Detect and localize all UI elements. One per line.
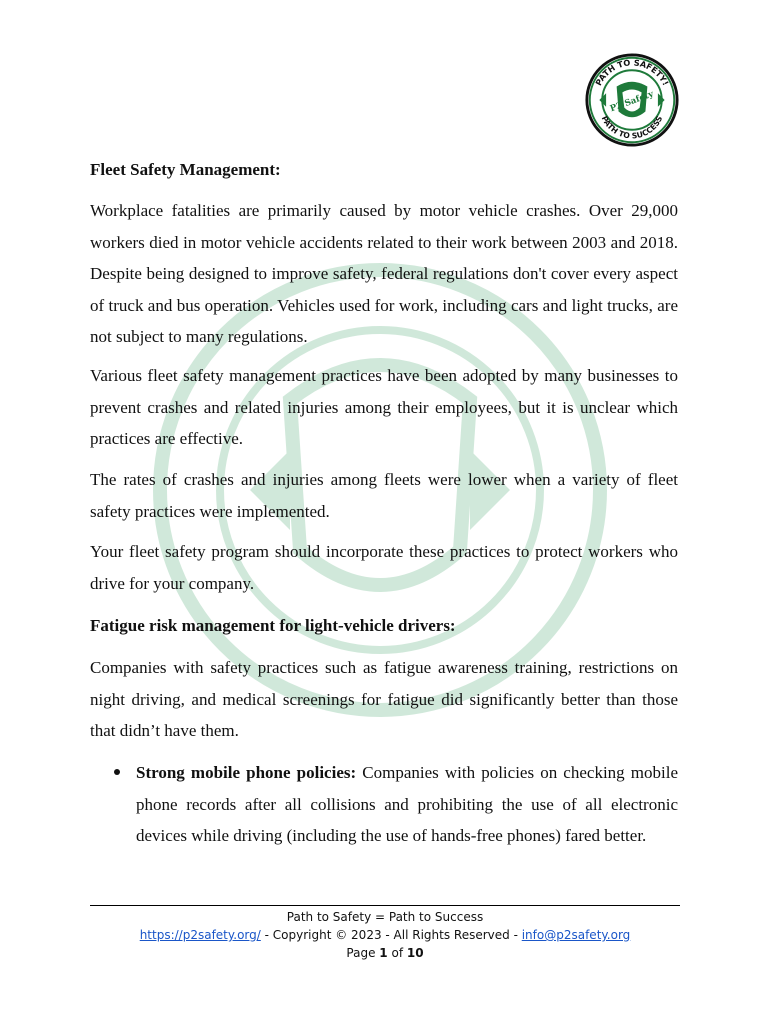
section-heading-fatigue: Fatigue risk management for light-vehicle drivers: bbox=[90, 616, 456, 635]
bullet-text: Companies with policies on checking mobile phone records after all collisions and prohibiting the use of all electronic devices while driving (including the use of hands-free phones) fared better. bbox=[136, 763, 678, 845]
list-item bbox=[90, 757, 678, 852]
paragraph-1: Workplace fatalities are primarily caused by motor vehicle crashes. Over 29,000 workers died in motor vehicle accidents related to their work between 2003 and 2018. Despite being designed to improve safety, federal regulations don't cover every aspect of truck and bus operation. Vehicles used for work, including cars and light trucks, are not subject to many regulations. bbox=[90, 201, 678, 346]
p2safety-logo bbox=[584, 52, 680, 148]
section-heading-fleet-safety: Fleet Safety Management: bbox=[90, 160, 281, 179]
page-prefix: Page bbox=[346, 946, 380, 960]
email-link[interactable]: info@p2safety.org bbox=[521, 928, 631, 942]
paragraph-4: Your fleet safety program should incorporate these practices to protect workers who drive for your company. bbox=[90, 542, 678, 593]
logo-top-text: PATH TO SAFETY! bbox=[593, 57, 671, 88]
bullet-dot-icon bbox=[114, 769, 120, 775]
paragraph-2: Various fleet safety management practices have been adopted by many businesses to prevent crashes and related injuries among their employees, but it is unclear which practices are effective. bbox=[90, 366, 678, 448]
footer-tagline: Path to Safety = Path to Success bbox=[286, 910, 484, 924]
page-footer bbox=[90, 905, 680, 962]
logo-center-text: P2 Safety bbox=[608, 89, 656, 115]
page-current: 1 bbox=[379, 946, 388, 960]
page-total: 10 bbox=[406, 946, 424, 960]
logo-bottom-text: PATH TO SUCCESS bbox=[599, 114, 665, 141]
paragraph-3: The rates of crashes and injuries among fleets were lower when a variety of fleet safety practices were implemented. bbox=[90, 470, 678, 521]
page-number bbox=[90, 944, 680, 962]
bullet-lead: Strong mobile phone policies: bbox=[136, 763, 357, 782]
website-link[interactable]: https://p2safety.org/ bbox=[139, 928, 261, 942]
footer-copyright: - Copyright © 2023 - All Rights Reserved - bbox=[260, 928, 522, 942]
footer-links-line bbox=[90, 926, 680, 944]
paragraph-5: Companies with safety practices such as fatigue awareness training, restrictions on night driving, and medical screenings for fatigue did significantly better than those that didn’t have them. bbox=[90, 658, 678, 740]
page-of: of bbox=[387, 946, 407, 960]
bullet-list bbox=[90, 757, 678, 852]
